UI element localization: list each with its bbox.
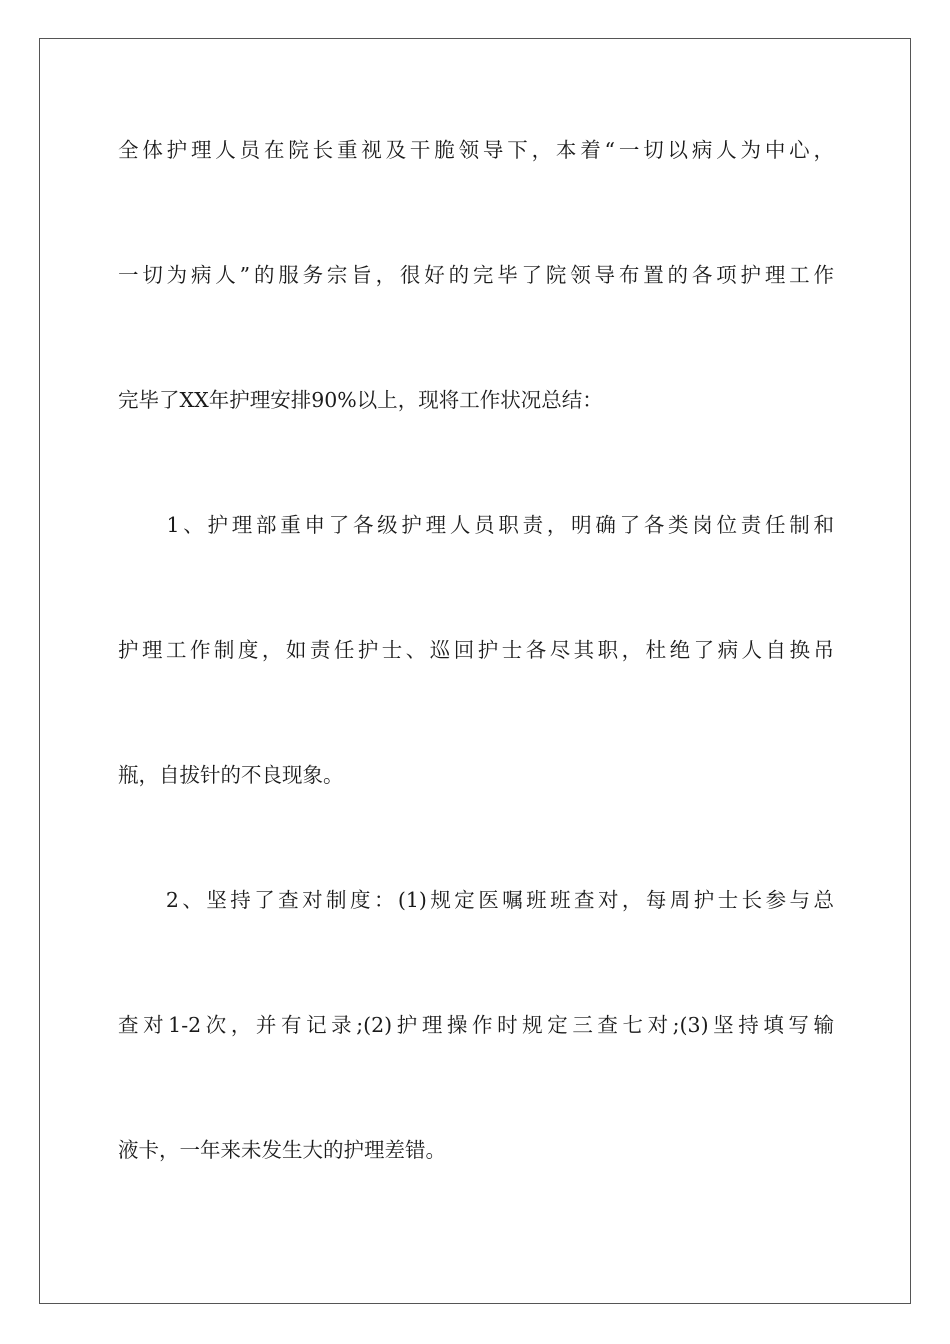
paragraph-line-5: 护理工作制度，如责任护士、巡回护士各尽其职，杜绝了病人自换吊 [118,638,834,662]
page-border [39,38,911,1304]
paragraph-line-3: 完毕了XX年护理安排90%以上，现将工作状况总结： [118,388,603,412]
paragraph-line-8: 查对1-2次，并有记录;(2)护理操作时规定三查七对;(3)坚持填写输 [118,1013,834,1037]
paragraph-line-7: 2、坚持了查对制度：(1)规定医嘱班班查对，每周护士长参与总 [118,888,834,912]
paragraph-line-2: 一切为病人”的服务宗旨，很好的完毕了院领导布置的各项护理工作 [118,263,834,287]
paragraph-line-4: 1、护理部重申了各级护理人员职责，明确了各类岗位责任制和 [118,513,834,537]
paragraph-line-6: 瓶，自拔针的不良现象。 [118,763,344,787]
paragraph-line-9: 液卡，一年来未发生大的护理差错。 [118,1138,446,1162]
paragraph-line-1: 全体护理人员在院长重视及干脆领导下，本着“一切以病人为中心， [118,138,834,162]
